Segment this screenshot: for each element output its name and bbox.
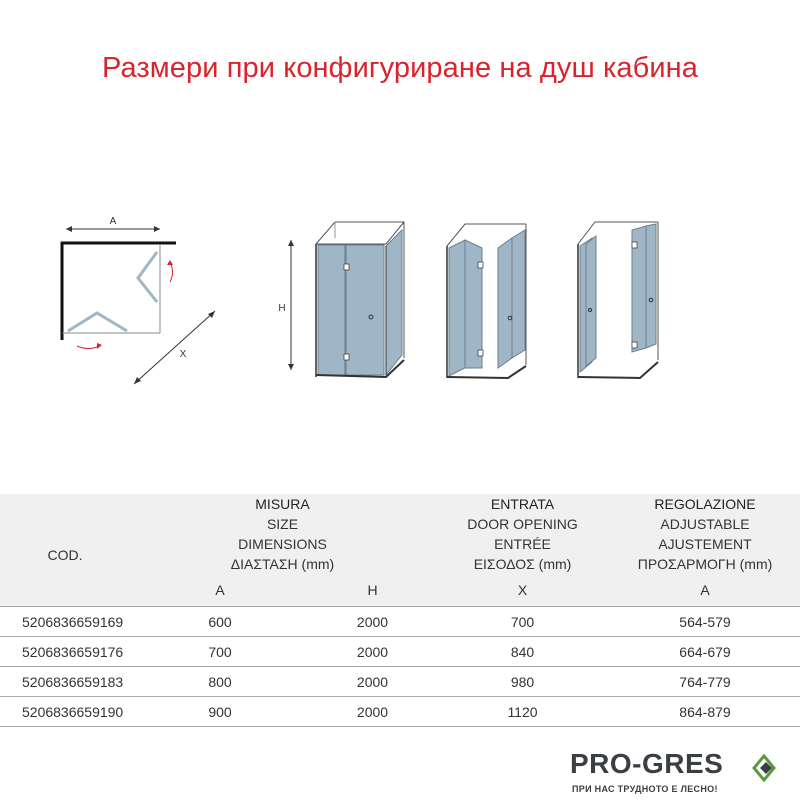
table-row [0, 607, 800, 637]
adjust-header-line-3: AJUSTEMENT [658, 536, 752, 552]
label-h: H [278, 303, 286, 314]
cell-x: 700 [435, 607, 610, 637]
logo-name: PRO-GRES [570, 748, 724, 779]
sub-header-h: H [310, 574, 435, 607]
entry-header-line-3: ENTRÉE [494, 536, 551, 552]
cell-adj: 564-579 [610, 607, 800, 637]
spec-table [0, 494, 800, 727]
adjust-header-line-4: ΠΡΟΣΑΡΜΟΓΗ (mm) [637, 556, 773, 572]
shower-diagrams [0, 200, 800, 400]
cell-code: 5206836659190 [0, 697, 130, 727]
adjust-header-line-1: REGOLAZIONE [654, 496, 756, 512]
cell-x: 1120 [435, 697, 610, 727]
table-row [0, 637, 800, 667]
diagram-svg [0, 200, 800, 400]
cell-x: 980 [435, 667, 610, 697]
label-a: A [109, 216, 117, 227]
entry-header-line-4: ΕΙΣΟΔΟΣ (mm) [473, 556, 572, 572]
logo-tagline: ПРИ НАС ТРУДНОТО Е ЛЕСНО! [572, 784, 718, 794]
height-dimension [278, 240, 294, 370]
cell-a: 700 [130, 637, 310, 667]
cell-h: 2000 [310, 637, 435, 667]
cell-adj: 664-679 [610, 637, 800, 667]
cell-h: 2000 [310, 667, 435, 697]
plan-view [61, 216, 215, 384]
cell-a: 900 [130, 697, 310, 727]
size-header-line-2: SIZE [266, 516, 299, 532]
adjust-header-line-2: ADJUSTABLE [660, 516, 750, 532]
cell-h: 2000 [310, 697, 435, 727]
cell-code: 5206836659183 [0, 667, 130, 697]
cabin-folded [447, 224, 526, 378]
adjust-header [610, 494, 800, 574]
table-row [0, 667, 800, 697]
cell-x: 840 [435, 637, 610, 667]
cell-a: 600 [130, 607, 310, 637]
cell-code: 5206836659169 [0, 607, 130, 637]
diamond-arrow-icon [746, 752, 782, 784]
code-header: COD. [0, 494, 130, 607]
entry-header-line-1: ENTRATA [490, 496, 555, 512]
table-header-row [0, 494, 800, 574]
page-title: Размери при конфигуриране на душ кабина [101, 52, 699, 84]
sub-header-adj: A [610, 574, 800, 607]
cell-h: 2000 [310, 607, 435, 637]
entry-header [435, 494, 610, 574]
size-header-line-1: MISURA [255, 496, 310, 512]
cabin-side-folded [578, 222, 658, 378]
table-row [0, 697, 800, 727]
entry-header-line-2: DOOR OPENING [467, 516, 578, 532]
sub-header-x: X [435, 574, 610, 607]
cell-adj: 764-779 [610, 667, 800, 697]
cabin-closed [316, 222, 404, 377]
cell-a: 800 [130, 667, 310, 697]
cell-adj: 864-879 [610, 697, 800, 727]
pro-gres-logo [570, 748, 790, 796]
size-header-line-3: DIMENSIONS [238, 536, 327, 552]
sub-header-a: A [130, 574, 310, 607]
cell-code: 5206836659176 [0, 637, 130, 667]
label-x: X [179, 349, 187, 360]
size-header-line-4: ΔΙΑΣΤΑΣΗ (mm) [230, 556, 335, 572]
size-header [130, 494, 435, 574]
